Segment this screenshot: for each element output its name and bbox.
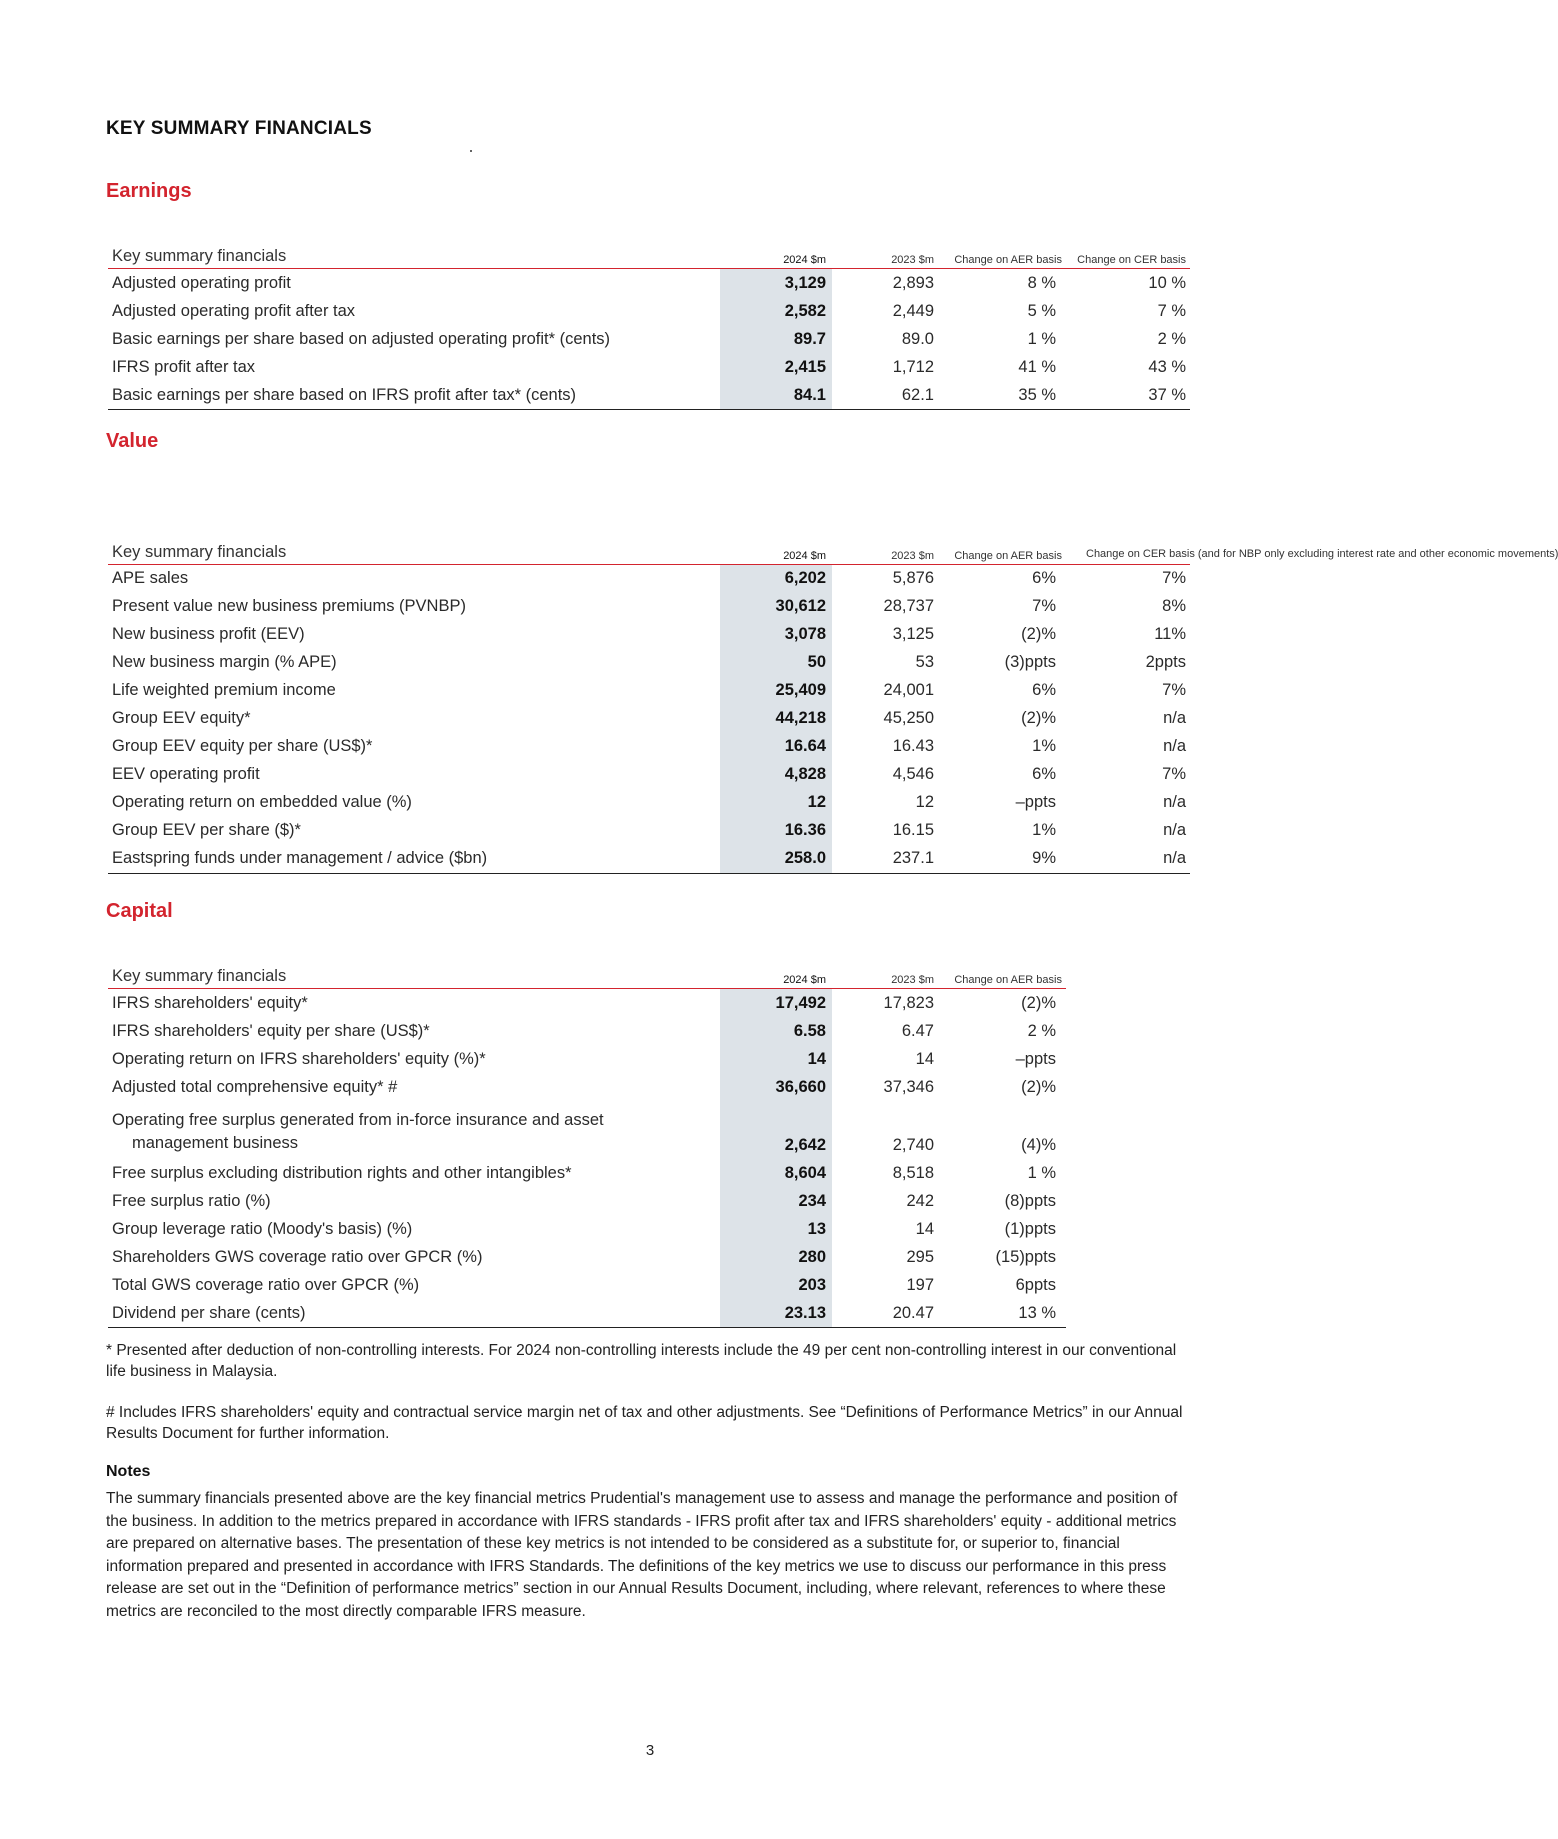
table-row [108, 733, 1190, 761]
cell-aer-change: 8 % [1027, 273, 1056, 292]
row-label: Eastspring funds under management / advice ($bn) [108, 845, 720, 874]
cell-2024: 3,078 [720, 621, 832, 649]
column-header-cer [1066, 470, 1558, 564]
table-row [108, 381, 1190, 410]
column-header-cer: Change on CER basis [1066, 238, 1190, 269]
cell-2024: 6.58 [720, 1017, 832, 1045]
cell-2024: 280 [720, 1243, 832, 1271]
cell-aer-change: 41 % [1018, 357, 1056, 376]
cell-cer-change: 7 % [1157, 301, 1186, 320]
cell-2023: 3,125 [892, 625, 934, 643]
cell-aer-change: 2 % [1027, 1021, 1056, 1040]
cell-aer-change: –ppts [1015, 793, 1056, 811]
cell-aer-change: 6% [1032, 765, 1056, 783]
cell-2024: 6,202 [720, 564, 832, 593]
cell-2024: 8,604 [720, 1159, 832, 1187]
cell-2023: 24,001 [883, 681, 934, 699]
row-label: New business margin (% APE) [112, 653, 337, 671]
row-label: IFRS shareholders' equity* [112, 993, 308, 1012]
cell-2023: 20.47 [832, 1299, 946, 1328]
cell-2024: 25,409 [720, 677, 832, 705]
table-row [108, 789, 1190, 817]
row-label: Shareholders GWS coverage ratio over GPCR (%) [112, 1247, 483, 1266]
cell-aer-change: 1% [1032, 737, 1056, 755]
row-label: Adjusted total comprehensive equity* # [112, 1077, 398, 1096]
cell-2023: 1,712 [892, 357, 934, 376]
row-label: Operating return on embedded value (%) [112, 793, 412, 811]
cell-cer-change: n/a [1163, 821, 1186, 839]
cell-2024: 50 [720, 649, 832, 677]
row-label: Total GWS coverage ratio over GPCR (%) [112, 1275, 420, 1294]
notes-body: The summary financials presented above are the key financial metrics Prudential's management use to assess and manage the performance and position of the business. In addition to the metrics prepared in accordance with IFRS standards - IFRS profit after tax and IFRS shareholders' equity - additional metrics are prepared on alternative bases. The presentation of these key metrics is not intended to be considered as a substitute for, or superior to, financial information prepared and presented in accordance with IFRS Standards. The definitions of the key metrics we use to discuss our performance in this press release are set out in the “Definition of performance metrics” section in our Annual Results Document, including, where relevant, references to where these metrics are reconciled to the most directly comparable IFRS measure. [106, 1490, 1178, 1620]
column-header-2024: 2024 $m [720, 238, 832, 269]
column-header-2024: 2024 $m [720, 958, 832, 989]
cell-2023: 37,346 [883, 1077, 934, 1096]
cell-cer-change: 7% [1162, 569, 1186, 587]
cell-2024: 17,492 [720, 989, 832, 1018]
table-row [108, 1215, 1066, 1243]
cell-2023: 2,740 [892, 1136, 934, 1154]
cell-2024: 4,828 [720, 761, 832, 789]
row-label: Present value new business premiums (PVNBP) [112, 597, 466, 615]
cell-cer-change: 37 % [1066, 381, 1190, 410]
cell-cer-change: 2ppts [1145, 653, 1186, 671]
row-label: Adjusted operating profit [112, 273, 291, 292]
cell-aer-change: (15)ppts [995, 1247, 1056, 1266]
cell-2024: 13 [720, 1215, 832, 1243]
cell-aer-change: (3)ppts [1004, 653, 1056, 671]
table-row [108, 1045, 1066, 1073]
cell-2023: 242 [906, 1191, 934, 1210]
cell-2023: 16.43 [892, 737, 934, 755]
row-label: Group EEV equity* [112, 709, 251, 727]
row-label: APE sales [112, 569, 189, 587]
row-label: Free surplus excluding distribution rights and other intangibles* [112, 1163, 572, 1182]
table-row [108, 989, 1066, 1018]
notes-heading: Notes [106, 1463, 151, 1480]
cell-2024: 203 [720, 1271, 832, 1299]
cell-aer-change: (2)% [1021, 625, 1056, 643]
cell-aer-change: (1)ppts [1004, 1219, 1056, 1238]
page-title: KEY SUMMARY FINANCIALS [106, 118, 372, 139]
table-row [108, 1271, 1066, 1299]
column-header-aer: Change on AER basis [946, 238, 1066, 269]
cell-cer-change: 7% [1162, 681, 1186, 699]
cell-2024: 89.7 [720, 325, 832, 353]
table-row [108, 1073, 1066, 1101]
column-header-2023: 2023 $m [832, 238, 946, 269]
table-row [108, 353, 1190, 381]
column-header-2023: 2023 $m [832, 470, 946, 564]
table-row [108, 845, 1190, 874]
table-row [108, 325, 1190, 353]
cell-aer-change: –ppts [1015, 1049, 1056, 1068]
cell-2024: 44,218 [720, 705, 832, 733]
cell-aer-change: (2)% [1021, 1077, 1056, 1096]
cell-aer-change: 1 % [1027, 329, 1056, 348]
column-header-aer: Change on AER basis [946, 958, 1066, 989]
column-header-cer-text: Change on CER basis (and for NBP only excluding interest rate and other economic movements) [1086, 547, 1558, 560]
column-header-2024: 2024 $m [720, 470, 832, 564]
cell-2024: 84.1 [720, 381, 832, 410]
row-label-line2: management business [132, 1134, 299, 1152]
cell-aer-change: 6% [1032, 569, 1056, 587]
table-row [108, 705, 1190, 733]
row-label: Operating return on IFRS shareholders' equity (%)* [112, 1049, 486, 1068]
cell-aer-change: (2)% [1021, 709, 1056, 727]
table-row [108, 1299, 1066, 1328]
cell-2024: 234 [720, 1187, 832, 1215]
cell-2023: 28,737 [883, 597, 934, 615]
row-label: IFRS shareholders' equity per share (US$)* [112, 1021, 430, 1040]
cell-2024: 30,612 [720, 593, 832, 621]
row-label: Adjusted operating profit after tax [112, 301, 356, 320]
cell-2023: 89.0 [901, 329, 934, 348]
section-heading-earnings: Earnings [106, 180, 192, 202]
table-row [108, 1187, 1066, 1215]
row-label: Life weighted premium income [112, 681, 336, 699]
cell-2024: 258.0 [720, 845, 832, 874]
cell-2023: 237.1 [832, 845, 946, 874]
row-label: Group EEV equity per share (US$)* [112, 737, 373, 755]
table-row [108, 649, 1190, 677]
value-table [108, 470, 1558, 874]
cell-2023: 17,823 [883, 993, 934, 1012]
cell-aer-change: 5 % [1027, 301, 1056, 320]
cell-2023: 6.47 [901, 1021, 934, 1040]
cell-cer-change: 43 % [1148, 357, 1186, 376]
row-label: Basic earnings per share based on IFRS profit after tax* (cents) [108, 381, 720, 410]
cell-cer-change: n/a [1163, 709, 1186, 727]
cell-2023: 4,546 [892, 765, 934, 783]
column-header-2023: 2023 $m [832, 958, 946, 989]
table-row [108, 621, 1190, 649]
cell-2023: 14 [915, 1049, 934, 1068]
cell-cer-change: n/a [1066, 845, 1190, 874]
table-row [108, 1243, 1066, 1271]
cell-2023: 45,250 [883, 709, 934, 727]
footnote-asterisk: * Presented after deduction of non-controlling interests. For 2024 non-controlling interests include the 49 per cent non-controlling interest in our conventional life business in Malaysia. [106, 1342, 1177, 1380]
row-label: Group leverage ratio (Moody's basis) (%) [112, 1219, 413, 1238]
cell-2024: 2,415 [720, 353, 832, 381]
cell-aer-change: (2)% [1021, 993, 1056, 1012]
cell-aer-change: 6% [1032, 681, 1056, 699]
cell-2024: 36,660 [720, 1073, 832, 1101]
row-label [108, 1101, 720, 1159]
row-label: Group EEV per share ($)* [112, 821, 301, 839]
cell-aer-change: 1 % [1027, 1163, 1056, 1182]
cell-cer-change: n/a [1163, 737, 1186, 755]
cell-2023: 8,518 [892, 1163, 934, 1182]
cell-2024: 3,129 [720, 269, 832, 298]
column-header-label: Key summary financials [108, 470, 720, 564]
cell-2024: 16.36 [720, 817, 832, 845]
stray-dot [470, 150, 472, 152]
cell-aer-change: 6ppts [1015, 1275, 1056, 1294]
table-row [108, 297, 1190, 325]
row-label: Dividend per share (cents) [108, 1299, 720, 1328]
cell-2023: 62.1 [832, 381, 946, 410]
cell-2023: 5,876 [892, 569, 934, 587]
cell-2023: 197 [906, 1275, 934, 1294]
cell-cer-change: 7% [1162, 765, 1186, 783]
table-row [108, 1101, 1066, 1159]
row-label: New business profit (EEV) [112, 625, 305, 643]
row-label-line1: Operating free surplus generated from in-force insurance and asset [112, 1111, 604, 1129]
cell-2023: 2,449 [892, 301, 934, 320]
table-row [108, 817, 1190, 845]
cell-aer-change: 35 % [946, 381, 1066, 410]
row-label: Basic earnings per share based on adjusted operating profit* (cents) [112, 329, 611, 348]
section-heading-capital: Capital [106, 900, 173, 922]
cell-cer-change: 2 % [1157, 329, 1186, 348]
cell-aer-change: 9% [946, 845, 1066, 874]
row-label: Free surplus ratio (%) [112, 1191, 271, 1210]
cell-2023: 16.15 [892, 821, 934, 839]
cell-aer-change: (4)% [1021, 1136, 1056, 1154]
cell-cer-change: 10 % [1148, 273, 1186, 292]
cell-cer-change: 8% [1162, 597, 1186, 615]
cell-2024: 2,582 [720, 297, 832, 325]
table-row [108, 1017, 1066, 1045]
section-heading-value: Value [106, 430, 159, 452]
column-header-label: Key summary financials [108, 958, 720, 989]
cell-2023: 12 [915, 793, 934, 811]
page-number: 3 [645, 1742, 655, 1759]
cell-2024: 2,642 [720, 1101, 832, 1159]
cell-cer-change: n/a [1163, 793, 1186, 811]
cell-2023: 2,893 [892, 273, 934, 292]
cell-aer-change: 1% [1032, 821, 1056, 839]
table-row [108, 269, 1190, 298]
earnings-table [108, 238, 1190, 410]
table-row [108, 1159, 1066, 1187]
capital-table [108, 958, 1066, 1328]
table-row [108, 593, 1190, 621]
table-row [108, 564, 1190, 593]
cell-2023: 295 [906, 1247, 934, 1266]
cell-cer-change: 11% [1154, 625, 1186, 643]
column-header-aer: Change on AER basis [946, 470, 1066, 564]
cell-aer-change: 7% [1032, 597, 1056, 615]
footnote-hash: # Includes IFRS shareholders' equity and contractual service margin net of tax and other adjustments. See “Definitions of Performance Metrics” in our Annual Results Document for further information. [106, 1404, 1183, 1442]
cell-2023: 53 [915, 653, 934, 671]
cell-2024: 16.64 [720, 733, 832, 761]
cell-2024: 23.13 [720, 1299, 832, 1328]
cell-2023: 14 [915, 1219, 934, 1238]
table-row [108, 761, 1190, 789]
column-header-label: Key summary financials [108, 238, 720, 269]
cell-2024: 12 [720, 789, 832, 817]
row-label: EEV operating profit [112, 765, 260, 783]
cell-2024: 14 [720, 1045, 832, 1073]
cell-aer-change: (8)ppts [1004, 1191, 1056, 1210]
cell-aer-change: 13 % [946, 1299, 1066, 1328]
table-row [108, 677, 1190, 705]
row-label: IFRS profit after tax [112, 357, 256, 376]
